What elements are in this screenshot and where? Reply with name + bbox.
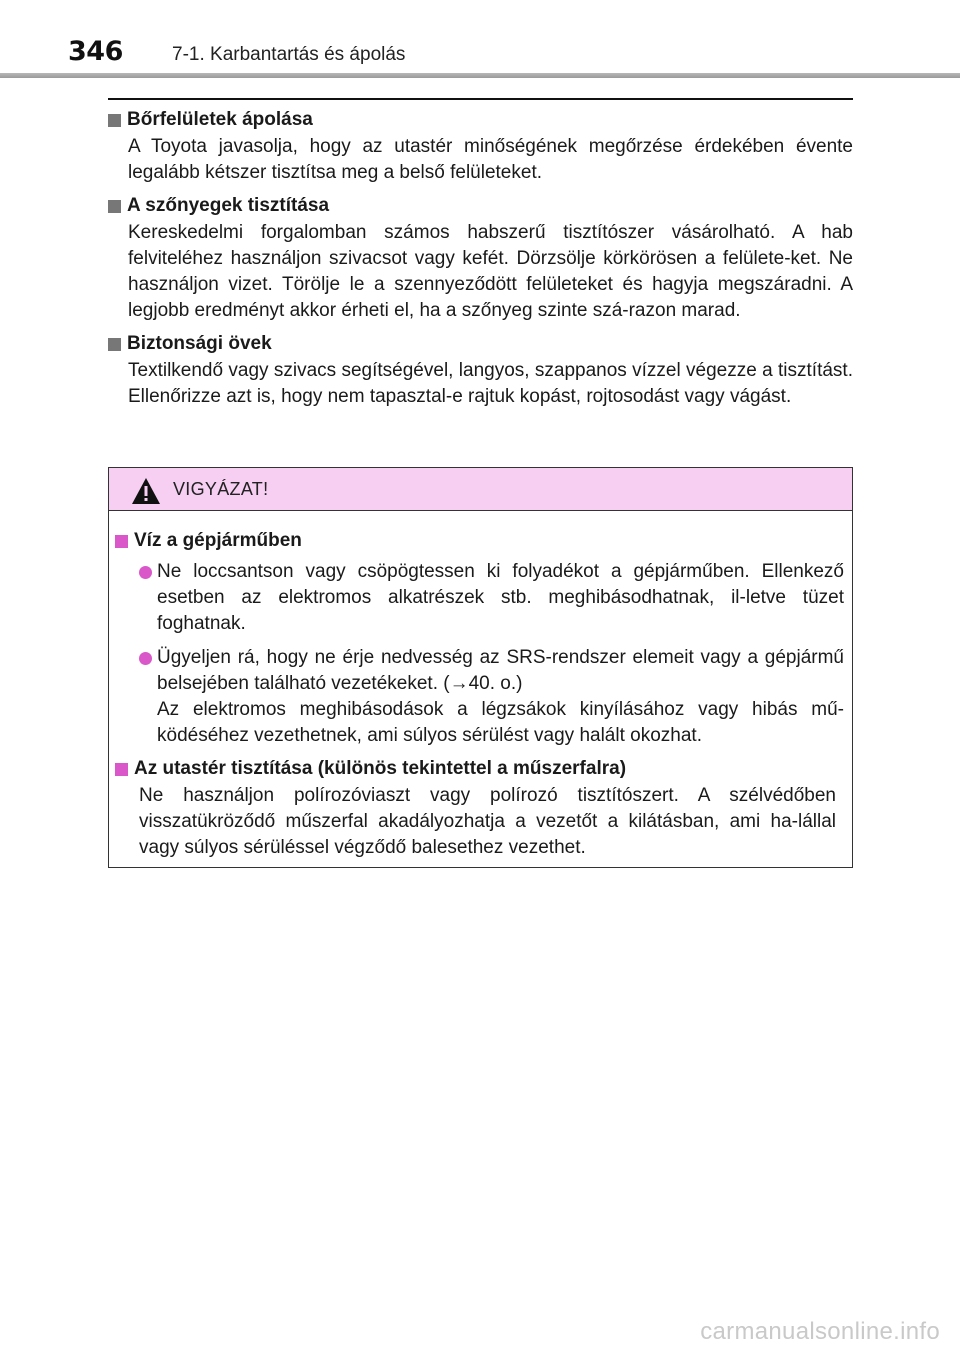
square-bullet-icon <box>115 535 128 548</box>
section-heading: Bőrfelületek ápolása <box>127 109 313 130</box>
section-heading: A szőnyegek tisztítása <box>127 195 330 216</box>
caution-title: VIGYÁZAT! <box>173 478 269 499</box>
page-header <box>0 0 960 80</box>
content-divider <box>108 98 853 100</box>
section-leather-care <box>108 106 853 186</box>
square-bullet-icon <box>115 763 128 776</box>
section-carpet-cleaning <box>108 192 853 324</box>
section-heading: Biztonsági övek <box>127 333 272 354</box>
caution-box <box>108 467 853 868</box>
caution-bullet <box>139 559 844 637</box>
main-content <box>108 106 853 416</box>
section-seat-belts <box>108 330 853 410</box>
square-bullet-icon <box>108 200 121 213</box>
watermark: carmanualsonline.info <box>700 1318 940 1345</box>
header-rule <box>0 73 960 78</box>
caution-heading-water: Víz a gépjárműben <box>134 530 302 551</box>
warning-icon <box>131 477 161 505</box>
section-body: A Toyota javasolja, hogy az utastér minőségének megőrzése érdekében évente legalább kétszer tisztítsa meg a belső felületeket. <box>128 136 853 183</box>
caution-heading-interior: Az utastér tisztítása (különös tekintettel a műszerfalra) <box>134 758 627 779</box>
chapter-title: 7-1. Karbantartás és ápolás <box>172 44 406 65</box>
square-bullet-icon <box>108 114 121 127</box>
bullet-text: Az elektromos meghibásodások a légzsákok kinyílásához vagy hibás mű-ködéséhez vezethetnek, ami súlyos sérülést vagy halált okozhat. <box>157 699 844 746</box>
bullet-text: Ne loccsantson vagy csöpögtessen ki folyadékot a gépjárműben. Ellenkező esetben az elektromos alkatrészek stb. meghibásodhatnak, il-letve tüzet foghatnak. <box>157 561 844 634</box>
section-body: Kereskedelmi forgalomban számos habszerű tisztítószer vásárolható. A hab felviteléhez használjon szivacsot vagy kefét. Dörzsölje körkörösen a felülete-ket. Ne használjon vizet. Törölje le a szennyeződött felületeket és hagyja megszáradni. A legjobb eredményt akkor érheti el, ha a szőnyeg szinte szá-razon marad. <box>128 222 853 321</box>
caution-body <box>109 511 852 861</box>
caution-interior-body: Ne használjon polírozóviaszt vagy polírozó tisztítószert. A szélvédőben visszatükröződő műszerfal akadályozhatja a vezetőt a kilátásban, ami ha-lállal vagy súlyos sérüléssel végződő balesethez vezethet. <box>139 785 836 858</box>
caution-header <box>109 468 852 511</box>
circle-bullet-icon <box>139 566 152 579</box>
section-body: Textilkendő vagy szivacs segítségével, langyos, szappanos vízzel végezze a tisztítást. Ellenőrizze azt is, hogy nem tapasztal-e rajtuk kopást, rojtosodást vagy vágást. <box>128 360 853 407</box>
caution-bullet <box>139 645 844 749</box>
page-number: 346 <box>68 36 123 67</box>
square-bullet-icon <box>108 338 121 351</box>
bullet-text: Ügyeljen rá, hogy ne érje nedvesség az SRS-rendszer elemeit vagy a gépjármű belsejében található vezetékeket. (→40. o.) <box>157 647 844 694</box>
circle-bullet-icon <box>139 652 152 665</box>
